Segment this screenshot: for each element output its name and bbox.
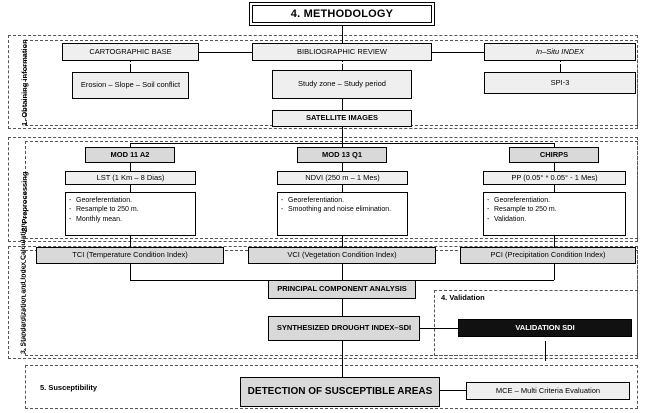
connector-vci-pca [342, 264, 343, 280]
steps-lst-item-1: - Resample to 250 m. [76, 205, 193, 214]
connector-pp-steps [554, 184, 555, 192]
node-vci[interactable]: VCI (Vegetation Condition Index) [248, 247, 436, 264]
group-label-2: 2. Preprocessing [20, 171, 29, 232]
connector-sdi-validation [420, 328, 458, 329]
node-validation-sdi[interactable]: VALIDATION SDI [458, 319, 632, 337]
node-erosion-slope-soil[interactable]: Erosion – Slope – Soil conflict [72, 72, 189, 99]
steps-ndvi [277, 192, 408, 236]
title-methodology: 4. METHODOLOGY [252, 5, 432, 23]
node-cartographic-base[interactable]: CARTOGRAPHIC BASE [62, 43, 199, 61]
connector-satellite-down [342, 127, 343, 143]
node-tci[interactable]: TCI (Temperature Condition Index) [36, 247, 224, 264]
node-bibliographic-review[interactable]: BIBLIOGRAPHIC REVIEW [252, 43, 432, 61]
connector-studyzone-satellite [342, 99, 343, 110]
steps-ndvi-item-1: - Smoothing and noise elimination. [288, 205, 405, 214]
connector-pci-down [554, 264, 555, 280]
connector-sdi-detection [342, 341, 343, 377]
connector-detection-mce [440, 390, 466, 391]
steps-lst [65, 192, 196, 236]
node-study-zone[interactable]: Study zone – Study period [272, 70, 412, 99]
connector-pca-sdi [342, 299, 343, 316]
steps-ndvi-item-0: - Georeferentiation. [288, 196, 405, 205]
node-pp[interactable]: PP (0.05° * 0.05° - 1 Mes) [483, 171, 626, 185]
connector-mod13-ndvi [342, 163, 343, 171]
steps-pp [483, 192, 626, 236]
node-satellite-images[interactable]: SATELLITE IMAGES [272, 110, 412, 127]
connector-chirps-pp [554, 163, 555, 171]
connector-steps-pci [554, 236, 555, 247]
node-pca[interactable]: PRINCIPAL COMPONENT ANALYSIS [268, 280, 416, 299]
steps-lst-item-0: - Georeferentiation. [76, 196, 193, 205]
steps-pp-item-2: - Validation. [494, 215, 623, 224]
group-label-5: 5. Susceptibility [40, 383, 98, 392]
connector-tci-down [130, 264, 131, 280]
node-chirps[interactable]: CHIRPS [509, 147, 599, 163]
group-label-1: 1. Obtaining information [20, 39, 29, 126]
node-insitu-index[interactable]: In–Situ INDEX [484, 43, 636, 61]
connector-lst-steps [130, 184, 131, 192]
group-label-3: 3. Standardization and Index Calculation [20, 223, 27, 354]
node-ndvi[interactable]: NDVI (250 m – 1 Mes) [277, 171, 408, 185]
node-mce[interactable]: MCE – Multi Criteria Evaluation [466, 382, 630, 400]
group-label-4: 4. Validation [441, 293, 485, 302]
steps-pp-item-1: - Resample to 250 m. [494, 205, 623, 214]
steps-lst-item-2: - Monthly mean. [76, 215, 193, 224]
node-detection-susceptible-areas[interactable]: DETECTION OF SUSCEPTIBLE AREAS [240, 377, 440, 407]
node-pci[interactable]: PCI (Precipitation Condition Index) [460, 247, 636, 264]
steps-pp-item-0: - Georeferentiation. [494, 196, 623, 205]
node-sdi[interactable]: SYNTHESIZED DROUGHT INDEX–SDI [268, 316, 420, 341]
node-mod13q1[interactable]: MOD 13 Q1 [297, 147, 387, 163]
connector-ndvi-steps [342, 184, 343, 192]
connector-validation-down [545, 341, 546, 361]
node-spi3[interactable]: SPI-3 [484, 72, 636, 94]
connector-mod11-lst [130, 163, 131, 171]
connector-steps-vci [342, 236, 343, 247]
node-mod11a2[interactable]: MOD 11 A2 [85, 147, 175, 163]
connector-title-to-bib [342, 26, 343, 44]
connector-steps-tci [130, 236, 131, 247]
node-lst[interactable]: LST (1 Km – 8 Dias) [65, 171, 196, 185]
